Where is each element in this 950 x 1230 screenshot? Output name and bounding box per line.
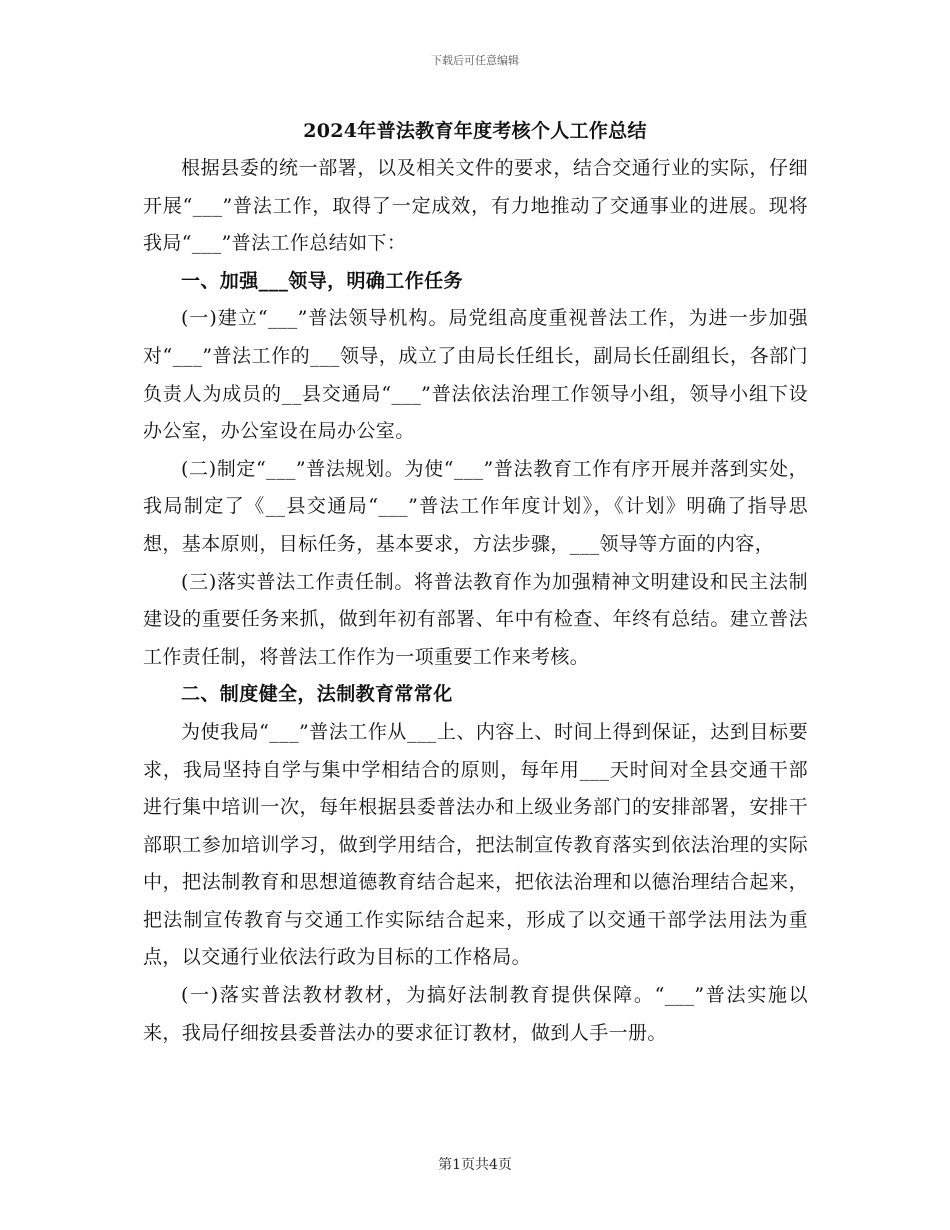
section-heading-2: 二、制度健全，法制教育常常化 bbox=[181, 683, 453, 706]
document-title: 2024年普法教育年度考核个人工作总结 bbox=[303, 120, 647, 142]
paragraph-1-1: (一)建立“___”普法领导机构。局党组高度重视普法工作，为进一步加强对“___”普法工作的___领导，成立了由局长任组长，副局长任副组长，各部门负责人为成员的__县交通局“___”普法依法治理工作领导小组，领导小组下设办公室，办公室设在局办公室。 bbox=[143, 307, 808, 443]
paragraph-intro: 根据县委的统一部署，以及相关文件的要求，结合交通行业的实际，仔细开展“___”普法工作，取得了一定成效，有力地推动了交通事业的进展。现将我局“___”普法工作总结如下： bbox=[143, 157, 808, 255]
paragraph-1-3: (三)落实普法工作责任制。将普法教育作为加强精神文明建设和民主法制建设的重要任务来抓，做到年初有部署、年中有检查、年终有总结。建立普法工作责任制，将普法工作作为一项重要工作来考核。 bbox=[143, 570, 808, 668]
paragraph-2-intro: 为使我局“___”普法工作从___上、内容上、时间上得到保证，达到目标要求，我局坚持自学与集中学相结合的原则，每年用___天时间对全县交通干部进行集中培训一次，每年根据县委普法办和上级业务部门的安排部署，安排干部职工参加培训学习，做到学用结合，把法制宣传教育落实到依法治理的实际中，把法制教育和思想道德教育结合起来，把依法治理和以德治理结合起来，把法制宣传教育与交通工作实际结合起来，形成了以交通干部学法用法为重点，以交通行业依法行政为目标的工作格局。 bbox=[143, 720, 808, 969]
paragraph-2-1: (一)落实普法教材教材，为搞好法制教育提供保障。“___”普法实施以来，我局仔细按县委普法办的要求征订教材，做到人手一册。 bbox=[143, 984, 808, 1044]
document-body bbox=[143, 150, 808, 1052]
paragraph-1-2: (二)制定“___”普法规划。为使“___”普法教育工作有序开展并落到实处，我局制定了《__县交通局“___”普法工作年度计划》，《计划》明确了指导思想，基本原则，目标任务，基本要求，方法步骤，___领导等方面的内容， bbox=[143, 457, 808, 555]
section-heading-1: 一、加强___领导，明确工作任务 bbox=[181, 269, 463, 292]
header-note: 下载后可任意编辑 bbox=[431, 54, 519, 67]
page-number: 第1页共4页 bbox=[438, 1157, 512, 1173]
